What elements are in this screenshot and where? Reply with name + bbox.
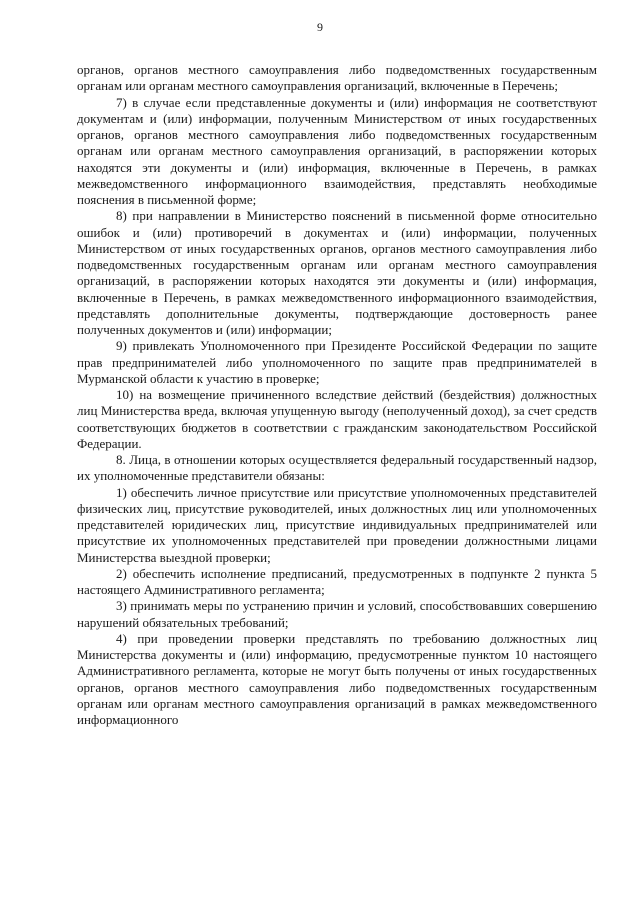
paragraph: 1) обеспечить личное присутствие или присутствие уполномоченных представителей физических лиц, присутствие руководителей, иных должностных лиц или уполномоченных представителей юридических лиц, присутствие индивидуальных предпринимателей или присутствие их уполномоченных представителей при проведении должностными лицами Министерства выездной проверки; [77, 484, 597, 565]
paragraph: 9) привлекать Уполномоченного при Президенте Российской Федерации по защите прав предпринимателей либо уполномоченного по защите прав предпринимателей в Мурманской области к участию в проверке; [77, 338, 597, 386]
paragraph: органов, органов местного самоуправления либо подведомственных государственным органам или органам местного самоуправления организаций, включенные в Перечень; [77, 62, 597, 94]
paragraph: 7) в случае если представленные документы и (или) информация не соответствуют документам и (или) информации, полученным Министерством от иных государственных органов, органов местного самоуправления либо подведомственных государственным органам или органам местного самоуправления организаций, в распоряжении которых находятся эти документы и (или) информация, включенные в Перечень, в рамках межведомственного информационного взаимодействия, представлять необходимые пояснения в письменной форме; [77, 94, 597, 207]
paragraph: 3) принимать меры по устранению причин и условий, способствовавших совершению нарушений обязательных требований; [77, 598, 597, 630]
page-number: 9 [317, 20, 323, 34]
paragraph: 4) при проведении проверки представлять по требованию должностных лиц Министерства документы и (или) информацию, предусмотренные пунктом 10 настоящего Административного регламента, которые не могут быть получены от иных государственных органов, органов местного самоуправления либо подведомственных государственным органам или органам местного самоуправления организаций в рамках межведомственного информационного [77, 630, 597, 727]
paragraph: 2) обеспечить исполнение предписаний, предусмотренных в подпункте 2 пункта 5 настоящего Административного регламента; [77, 565, 597, 597]
document-body [77, 62, 597, 728]
paragraph: 8) при направлении в Министерство пояснений в письменной форме относительно ошибок и (или) противоречий в документах и (или) информации, полученных Министерством от иных государственных органов, органов местного самоуправления либо подведомственных государственным органам или органам местного самоуправления организаций, в распоряжении которых находятся эти документы и (или) информация, включенные в Перечень, в рамках межведомственного информационного взаимодействия, представлять дополнительные документы, подтверждающие достоверность ранее полученных документов и (или) информации; [77, 208, 597, 337]
paragraph: 8. Лица, в отношении которых осуществляется федеральный государственный надзор, их уполномоченные представители обязаны: [77, 452, 597, 484]
paragraph: 10) на возмещение причиненного вследствие действий (бездействия) должностных лиц Министерства вреда, включая упущенную выгоду (неполученный доход), за счет средств соответствующих бюджетов в соответствии с гражданским законодательством Российской Федерации. [77, 387, 597, 451]
